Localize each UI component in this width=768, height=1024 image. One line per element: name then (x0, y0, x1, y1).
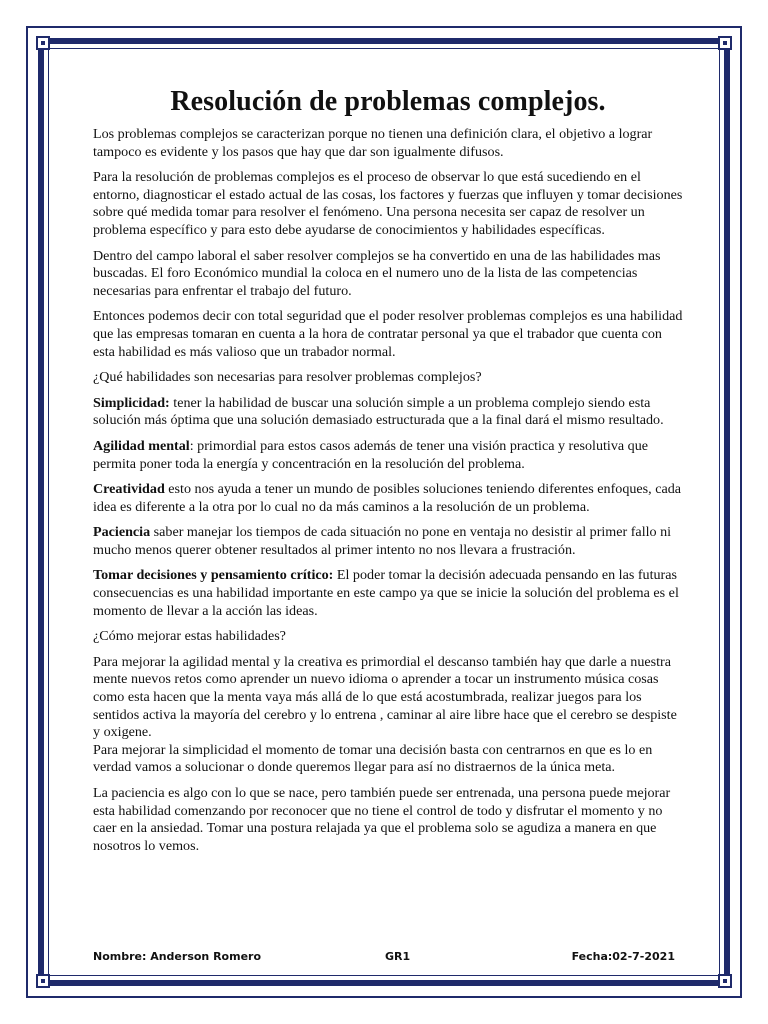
paragraph-intro: Los problemas complejos se caracterizan porque no tienen una definición clara, el objetivo a lograr tampoco es evidente y los pasos que hay que dar son igualmente difusos. (93, 126, 653, 160)
question-improve: ¿Cómo mejorar estas habilidades? (93, 628, 286, 645)
skill-patience (93, 524, 683, 559)
skill-description: esto nos ayuda a tener un mundo de posibles soluciones teniendo diferentes enfoques, cada idea es diferente a la otra por lo cual no da más caminos a la resolución de un problema. (93, 481, 682, 515)
skill-description: El poder tomar la decisión adecuada pensando en las futuras consecuencias es una habilidad importante en este campo ya que se inicie la solución del problema es el momento de llevar a la acción las ideas. (93, 567, 679, 619)
corner-ornament-bottom-left (36, 974, 50, 988)
corner-ornament-top-right (718, 36, 732, 50)
skill-term: Agilidad mental (93, 437, 190, 454)
skill-term: Simplicidad: (93, 394, 170, 411)
paragraph-definition: Para la resolución de problemas complejos es el proceso de observar lo que está sucediendo en el entorno, diagnosticar el estado actual de las cosas, los factores y fuerzas que influyen y tomar decisiones sobre qué medida tomar para resolver el fenómeno. Una persona necesita ser capaz de resolver un problema específico y para esto debe ayudarse de conocimientos y habilidades específicas. (93, 169, 683, 238)
footer-group: GR1 (385, 950, 411, 963)
skill-description: saber manejar los tiempos de cada situación no pone en ventaja no desistir al primer fallo ni mucho menos querer obtener resultados al primer intento no nos llevara a frustración. (93, 524, 672, 558)
paragraph-improve-patience: La paciencia es algo con lo que se nace, pero también puede ser entrenada, una persona puede mejorar esta habilidad comenzando por reconocer que no tiene el control de todo y disfrutar el momento y no caer en la ansiedad. Tomar una postura relajada ya que el problema solo se agudiza a manera en que nosotros lo vemos. (93, 785, 671, 854)
skill-description: : primordial para estos casos además de tener una visión practica y resolutiva que permita poner toda la energía y concentración en la resolución del problema. (93, 437, 648, 472)
document-body (93, 86, 683, 863)
footer-date: Fecha:02-7-2021 (571, 950, 675, 963)
question-skills: ¿Qué habilidades son necesarias para resolver problemas complejos? (93, 369, 482, 386)
skill-decision-making (93, 567, 683, 620)
skill-description: tener la habilidad de buscar una solución simple a un problema complejo siendo esta solución más óptima que una solución demasiado estructurada que a la final dará el mismo resultado. (93, 394, 664, 429)
skill-mental-agility (93, 438, 683, 473)
skill-term: Creatividad (93, 481, 165, 498)
paragraph-improve-agility: Para mejorar la agilidad mental y la creativa es primordial el descanso también hay que darle a nuestra mente nuevos retos como aprender un nuevo idioma o aprender a tocar un instrumento música cosas como esta hacen que la menta vaya más allá de lo que está acostumbrada, realizar juegos para los sentidos activa la mayoría del cerebro y lo entrena , caminar al aire libre hace que el cerebro se despiste y oxigene. (93, 653, 677, 741)
skill-term: Tomar decisiones y pensamiento crítico: (93, 567, 334, 584)
paragraph-labor-field: Dentro del campo laboral el saber resolver complejos se ha convertido en una de las habilidades mas buscadas. El foro Económico mundial la coloca en el numero uno de la lista de las competencias necesarias para enfrentar el trabajo del futuro. (93, 247, 661, 299)
skill-simplicity (93, 395, 683, 430)
paragraph-conclusion: Entonces podemos decir con total seguridad que el poder resolver problemas complejos es una habilidad que las empresas tomaran en cuenta a la hora de contratar personal ya que el trabador que cuenta con esta habilidad es más valioso que un trabador normal. (93, 308, 683, 360)
corner-ornament-top-left (36, 36, 50, 50)
paragraph-improve-simplicity: Para mejorar la simplicidad el momento de tomar una decisión basta con centrarnos en que es lo en verdad vamos a solucionar o donde queremos llegar para así no distraernos de la única meta. (93, 741, 653, 776)
skill-creativity (93, 481, 683, 516)
footer-author-name: Nombre: Anderson Romero (93, 950, 262, 963)
page-title: Resolución de problemas complejos. (170, 86, 606, 117)
corner-ornament-bottom-right (718, 974, 732, 988)
skill-term: Paciencia (93, 524, 151, 541)
